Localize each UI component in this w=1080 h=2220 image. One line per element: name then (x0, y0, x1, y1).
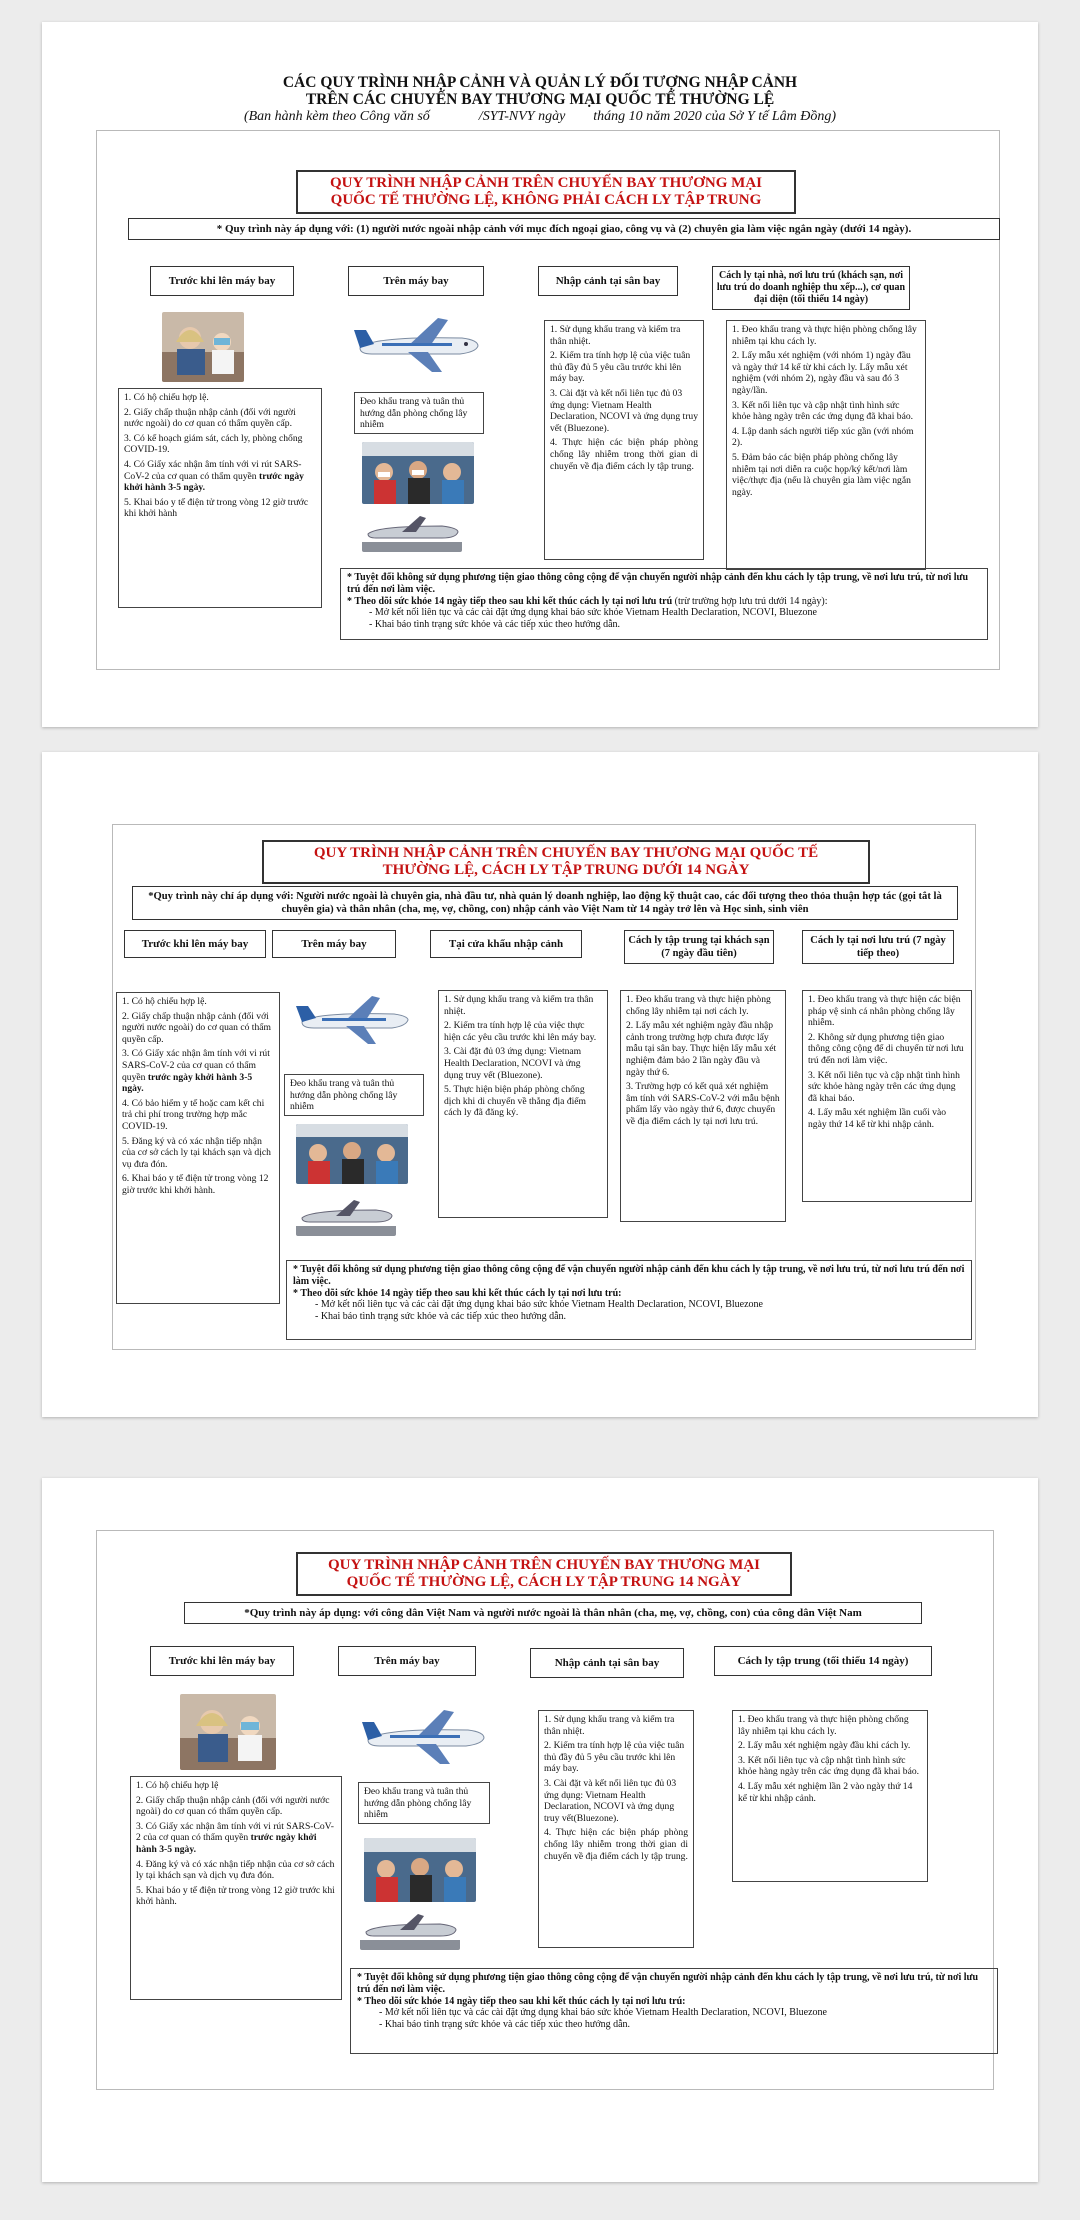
process-3-title-line1: QUY TRÌNH NHẬP CẢNH TRÊN CHUYẾN BAY THƯƠNG MẠI (328, 1557, 760, 1573)
hotel-item: 1. Đeo khẩu trang và thực hiện phòng chống lây nhiễm tại nơi cách ly. (626, 994, 771, 1017)
contact-note: - Khai báo tình trạng sức khỏe và các tiếp xúc theo hướng dẫn. (315, 1311, 567, 1323)
residence-item: 1. Đeo khẩu trang và thực hiện các biện pháp vệ sinh cá nhân phòng chống lây nhiễm. (808, 994, 961, 1029)
process-3-notes (350, 1968, 998, 2054)
process-1-onboard-note: Đeo khẩu trang và tuân thủ hướng dẫn phòng chống lây nhiễm (354, 392, 484, 434)
cabin-photo (296, 1124, 408, 1184)
process-2-header-onboard: Trên máy bay (272, 930, 396, 958)
app-note: - Mở kết nối liên tục và các cài đặt ứng dụng khai báo sức khỏe Vietnam Health Declaration, NCOVI, Bluezone (379, 2007, 827, 2019)
process-3-header-before: Trước khi lên máy bay (150, 1646, 294, 1676)
airport-item: 3. Cài đặt đủ 03 ứng dụng: Vietnam Health Declaration, NCOVI và ứng dụng truy vết (Bluezone). (444, 1046, 582, 1081)
process-2-hotel-list (620, 990, 786, 1222)
before-item: 4. Có bảo hiểm y tế hoặc cam kết chi trả chi phí trong trường hợp mắc COVID-19. (122, 1097, 265, 1132)
process-1-title-line2: QUỐC TẾ THƯỜNG LỆ, KHÔNG PHẢI CÁCH LY TẬP TRUNG (330, 192, 762, 208)
process-3-isolation-list (732, 1710, 928, 1882)
before-item: 1. Có hộ chiếu hợp lệ. (124, 392, 209, 403)
airport-photo (362, 512, 462, 552)
airport-item: 1. Sử dụng khẩu trang và kiểm tra thân nhiệt. (550, 324, 681, 347)
process-2-header-before: Trước khi lên máy bay (124, 930, 266, 958)
isolation-item: 1. Đeo khẩu trang và thực hiện phòng chống lây nhiễm tại khu cách ly. (738, 1714, 909, 1737)
isolation-item: 4. Lập danh sách người tiếp xúc gần (với nhóm 2). (732, 425, 914, 449)
process-2-notes (286, 1260, 972, 1340)
airport-photo-graphic (360, 1910, 460, 1950)
before-item: 5. Khai báo y tế điện tử trong vòng 12 giờ trước khi khởi hành (124, 496, 309, 520)
process-2-border-list (438, 990, 608, 1218)
airplane-graphic (360, 1706, 488, 1768)
contact-note: - Khai báo tình trạng sức khỏe và các tiếp xúc theo hướng dẫn. (369, 619, 621, 631)
before-item-text: 4. Có Giấy xác nhận âm tính với vi rút SARS-CoV-2 của cơ quan có thẩm quyền (124, 458, 302, 482)
before-item: 5. Khai báo y tế điện tử trong vòng 12 giờ trước khi khởi hành. (136, 1884, 335, 1908)
airplane-image (352, 314, 482, 376)
before-item: 3. Có kế hoạch giám sát, cách ly, phòng chống COVID-19. (124, 432, 303, 456)
airport-item: 2. Kiểm tra tính hợp lệ của việc tuân thủ đầy đủ 5 yêu cầu trước khi lên máy bay. (550, 350, 691, 385)
process-1-notes (340, 568, 988, 640)
process-3-header-airport: Nhập cảnh tại sân bay (530, 1648, 684, 1678)
process-2-header-border: Tại cửa khẩu nhập cảnh (430, 930, 582, 958)
process-2-before-list (116, 992, 280, 1304)
residence-item: 2. Không sử dụng phương tiện giao thông công cộng để di chuyển từ nơi lưu trú đến nơi làm việc. (808, 1031, 964, 1066)
before-item (124, 459, 316, 494)
airplane-graphic (296, 992, 412, 1048)
process-3-airport-list (538, 1710, 694, 1948)
process-1-title-line1: QUY TRÌNH NHẬP CẢNH TRÊN CHUYẾN BAY THƯƠNG MẠI (330, 175, 762, 191)
document-title-line2: TRÊN CÁC CHUYẾN BAY THƯƠNG MẠI QUỐC TẾ THƯỜNG LỆ (305, 91, 775, 108)
monitor-note-suffix: (trừ trường hợp lưu trú dưới 14 ngày): (672, 595, 828, 607)
page-3 (42, 1478, 1038, 2182)
airplane-graphic (352, 314, 482, 376)
process-2-residence-list (802, 990, 972, 1202)
traveler-photo (162, 312, 244, 382)
before-item (122, 1048, 274, 1094)
airport-photo (360, 1910, 460, 1950)
cabin-photo (364, 1838, 476, 1902)
airport-item: 2. Kiểm tra tính hợp lệ của việc thực hiện các yêu cầu trước khi lên máy bay. (444, 1020, 597, 1043)
airport-item: 4. Thực hiện các biện pháp phòng chống lây nhiễm trong thời gian di chuyển về địa điểm cách ly tập trung. (544, 1827, 688, 1862)
process-1-isolation-list (726, 320, 926, 570)
airport-item: 5. Thực hiện biện pháp phòng chống dịch khi di chuyển về thẳng địa điểm cách ly đã đăng ký. (444, 1084, 587, 1119)
before-item-text: 3. Có Giấy xác nhận âm tính với vi rút SARS-CoV-2 của cơ quan có thẩm quyền (136, 1820, 334, 1844)
before-item: 1. Có hộ chiếu hợp lệ. (122, 996, 207, 1007)
document-subtitle: (Ban hành kèm theo Công văn số /SYT-NVY ngày tháng 10 năm 2020 của Sở Y tế Lâm Đồng) (243, 109, 837, 124)
cabin-photo (362, 442, 474, 504)
airport-photo-graphic (362, 512, 462, 552)
process-2-onboard-note: Đeo khẩu trang và tuân thủ hướng dẫn phòng chống lây nhiễm (284, 1074, 424, 1116)
airport-photo (296, 1196, 396, 1236)
before-item: 1. Có hộ chiếu hợp lệ (136, 1780, 219, 1791)
airport-item: 3. Cài đặt và kết nối liên tục đủ 03 ứng dụng: Vietnam Health Declaration, NCOVI và ứng dụng truy vết(Bluezone). (544, 1777, 677, 1824)
hotel-item: 3. Trường hợp có kết quả xét nghiệm âm tính với SARS-CoV-2 với mẫu bệnh phẩm lấy vào ngày thứ 6, được chuyển về địa điểm cách ly tại nơi lưu trú. (626, 1081, 780, 1127)
page-2 (42, 752, 1038, 1417)
process-2-scope: *Quy trình này chỉ áp dụng với: Người nước ngoài là chuyên gia, nhà đầu tư, nhà quản lý doanh nghiệp, lao động kỹ thuật cao, các đối tượng theo thỏa thuận hợp tác (gọi tắt là chuyên gia) và thân nhân (cha, mẹ, vợ, chồng, con) nhập cảnh vào Việt Nam từ 14 ngày trở lên và Học sinh, sinh viên (132, 886, 958, 920)
process-3-scope: *Quy trình này áp dụng: với công dân Việt Nam và người nước ngoài là thân nhân (cha, mẹ, vợ, chồng, con) của công dân Việt Nam (184, 1602, 922, 1624)
isolation-item: 2. Lấy mẫu xét nghiệm ngày đầu khi cách ly. (738, 1740, 911, 1752)
before-item-bold: trước ngày khởi hành 3-5 ngày. (124, 470, 304, 494)
process-1-header-isolation: Cách ly tại nhà, nơi lưu trú (khách sạn, nơi lưu trú do doanh nghiệp thu xếp...), cơ quan đại diện (tối thiểu 14 ngày) (712, 266, 910, 310)
contact-note: - Khai báo tình trạng sức khỏe và các tiếp xúc theo hướng dẫn. (379, 2019, 631, 2031)
cabin-photo-graphic (364, 1838, 476, 1902)
monitor-note: * Theo dõi sức khỏe 14 ngày tiếp theo sau khi kết thúc cách ly tại nơi lưu trú: (293, 1287, 622, 1299)
process-2-title (262, 840, 870, 884)
traveler-photo-graphic (180, 1694, 276, 1770)
isolation-item: 3. Kết nối liên tục và cập nhật tình hình sức khỏe hàng ngày trên các ứng dụng đã khai báo. (738, 1754, 920, 1778)
process-3-title (296, 1552, 792, 1596)
transport-ban-note: * Tuyệt đối không sử dụng phương tiện giao thông công cộng để vận chuyển người nhập cảnh đến khu cách ly tập trung, về nơi lưu trú, từ nơi lưu trú đến nơi làm việc. (293, 1264, 965, 1287)
process-3-header-isolation: Cách ly tập trung (tối thiểu 14 ngày) (714, 1646, 932, 1676)
isolation-item: 2. Lấy mẫu xét nghiệm (với nhóm 1) ngày đầu và ngày thứ 14 kể từ khi cách ly. Lấy mẫu xét nghiệm (với nhóm 2), ngày đầu và sau đó 3 ngày/lần. (732, 350, 911, 396)
monitor-note (347, 596, 981, 608)
process-1-header-onboard: Trên máy bay (348, 266, 484, 296)
traveler-photo-graphic (162, 312, 244, 382)
process-3-onboard-note: Đeo khẩu trang và tuân thủ hướng dẫn phòng chống lây nhiễm (358, 1782, 490, 1824)
before-item-text: 3. Có Giấy xác nhận âm tính với vi rút SARS-CoV-2 của cơ quan có thẩm quyền (122, 1048, 270, 1083)
process-2-header-hotel: Cách ly tập trung tại khách sạn (7 ngày đầu tiên) (624, 930, 774, 964)
process-3-header-onboard: Trên máy bay (338, 1646, 476, 1676)
process-3-title-line2: QUỐC TẾ THƯỜNG LỆ, CÁCH LY TẬP TRUNG 14 NGÀY (346, 1574, 742, 1590)
airport-item: 2. Kiểm tra tính hợp lệ của việc tuân thủ đầy đủ 5 yêu cầu trước khi lên máy bay. (544, 1740, 685, 1775)
process-3-before-list (130, 1776, 342, 2000)
before-item: 6. Khai báo y tế điện tử trong vòng 12 giờ trước khi khởi hành. (122, 1173, 269, 1196)
before-item: 4. Đăng ký và có xác nhận tiếp nhận của cơ sở cách ly tại khách sạn và dịch vụ đưa đón. (136, 1858, 335, 1882)
airport-item: 3. Cài đặt và kết nối liên tục đủ 03 ứng dụng: Vietnam Health Declaration, NCOVI và ứng dụng truy vết (Bluezone). (550, 387, 699, 434)
process-1-header-airport: Nhập cảnh tại sân bay (538, 266, 678, 296)
app-note: - Mở kết nối liên tục và các cài đặt ứng dụng khai báo sức khỏe Vietnam Health Declaration, NCOVI, Bluezone (315, 1299, 763, 1311)
app-note: - Mở kết nối liên tục và các cài đặt ứng dụng khai báo sức khỏe Vietnam Health Declaration, NCOVI, Bluezone (369, 607, 817, 619)
cabin-photo-graphic (362, 442, 474, 504)
airport-photo-graphic (296, 1196, 396, 1236)
isolation-item: 3. Kết nối liên tục và cập nhật tình hình sức khỏe hàng ngày trên các ứng dụng đã khai báo. (732, 399, 914, 423)
airport-item: 1. Sử dụng khẩu trang và kiểm tra thân nhiệt. (444, 994, 594, 1017)
airplane-image (296, 992, 412, 1048)
before-item: 2. Giấy chấp thuận nhập cảnh (đối với người nước ngoài) do cơ quan có thẩm quyền cấp. (136, 1794, 330, 1818)
cabin-photo-graphic (296, 1124, 408, 1184)
traveler-photo (180, 1694, 276, 1770)
process-2-title-line2: THƯỜNG LỆ, CÁCH LY TẬP TRUNG DƯỚI 14 NGÀY (382, 862, 750, 878)
before-item: 5. Đăng ký và có xác nhận tiếp nhận của cơ sở cách ly tại khách sạn và dịch vụ đưa đón. (122, 1135, 271, 1170)
airport-item: 1. Sử dụng khẩu trang và kiểm tra thân nhiệt. (544, 1714, 675, 1737)
process-1-before-list (118, 388, 322, 608)
airport-item: 4. Thực hiện các biện pháp phòng chống lây nhiễm trong thời gian di chuyển về địa điểm cách ly tập trung. (550, 437, 698, 472)
isolation-item: 1. Đeo khẩu trang và thực hiện phòng chống lây nhiễm tại khu cách ly. (732, 324, 917, 347)
process-2-title-line1: QUY TRÌNH NHẬP CẢNH TRÊN CHUYẾN BAY THƯƠNG MẠI QUỐC TẾ (313, 845, 819, 861)
before-item: 2. Giấy chấp thuận nhập cảnh (đối với người nước ngoài) do cơ quan có thẩm quyền cấp. (122, 1010, 271, 1045)
before-item (136, 1821, 336, 1856)
residence-item: 4. Lấy mẫu xét nghiệm lần cuối vào ngày thứ 14 kể từ khi nhập cảnh. (808, 1107, 947, 1130)
monitor-note-bold: * Theo dõi sức khỏe 14 ngày tiếp theo sau khi kết thúc cách ly tại nơi lưu trú (347, 595, 673, 607)
monitor-note: * Theo dõi sức khỏe 14 ngày tiếp theo sau khi kết thúc cách ly tại nơi lưu trú: (357, 1995, 686, 2007)
document-title-line1: CÁC QUY TRÌNH NHẬP CẢNH VÀ QUẢN LÝ ĐỐI TƯỢNG NHẬP CẢNH (282, 74, 798, 91)
page-1 (42, 22, 1038, 727)
process-1-header-before: Trước khi lên máy bay (150, 266, 294, 296)
isolation-item: 5. Đảm bảo các biện pháp phòng chống lây nhiễm tại nơi diễn ra cuộc họp/ký kết/nơi làm việc/thực địa (nếu là chuyên gia làm việc ngắn ngày. (732, 451, 911, 498)
process-2-header-residence: Cách ly tại nơi lưu trú (7 ngày tiếp theo) (802, 930, 954, 964)
before-item: 2. Giấy chấp thuận nhập cảnh (đối với người nước ngoài) do cơ quan có thẩm quyền cấp. (124, 406, 296, 430)
before-item-bold: trước ngày khởi hành 3-5 ngày. (122, 1071, 253, 1095)
document-header (42, 74, 1038, 125)
airplane-image (360, 1706, 488, 1768)
hotel-item: 2. Lấy mẫu xét nghiệm ngày đầu nhập cảnh trong trường hợp chưa được lấy mẫu tại sân bay. Thực hiện lấy mẫu xét nghiệm đảm bảo 2 lần ngày đầu và ngày thứ 6. (626, 1020, 777, 1078)
process-1-scope: * Quy trình này áp dụng với: (1) người nước ngoài nhập cảnh với mục đích ngoại giao, công vụ và (2) chuyên gia làm việc ngắn ngày (dưới 14 ngày). (128, 218, 1000, 240)
transport-ban-note: * Tuyệt đối không sử dụng phương tiện giao thông công cộng để vận chuyển người nhập cảnh đến khu cách ly tập trung, về nơi lưu trú, từ nơi lưu trú đến nơi làm việc. (347, 572, 969, 595)
process-1-airport-list (544, 320, 704, 560)
process-1-title (296, 170, 796, 214)
before-item-bold: trước ngày khởi hành 3-5 ngày. (136, 1832, 317, 1855)
residence-item: 3. Kết nối liên tục và cập nhật tình hình sức khỏe hàng ngày trên các ứng dụng đã khai báo. (808, 1069, 960, 1104)
transport-ban-note: * Tuyệt đối không sử dụng phương tiện giao thông công cộng để vận chuyển người nhập cảnh đến khu cách ly tập trung, về nơi lưu trú, từ nơi lưu trú đến nơi làm việc. (357, 1972, 979, 1995)
isolation-item: 4. Lấy mẫu xét nghiệm lần 2 vào ngày thứ 14 kể từ khi nhập cảnh. (738, 1780, 913, 1804)
